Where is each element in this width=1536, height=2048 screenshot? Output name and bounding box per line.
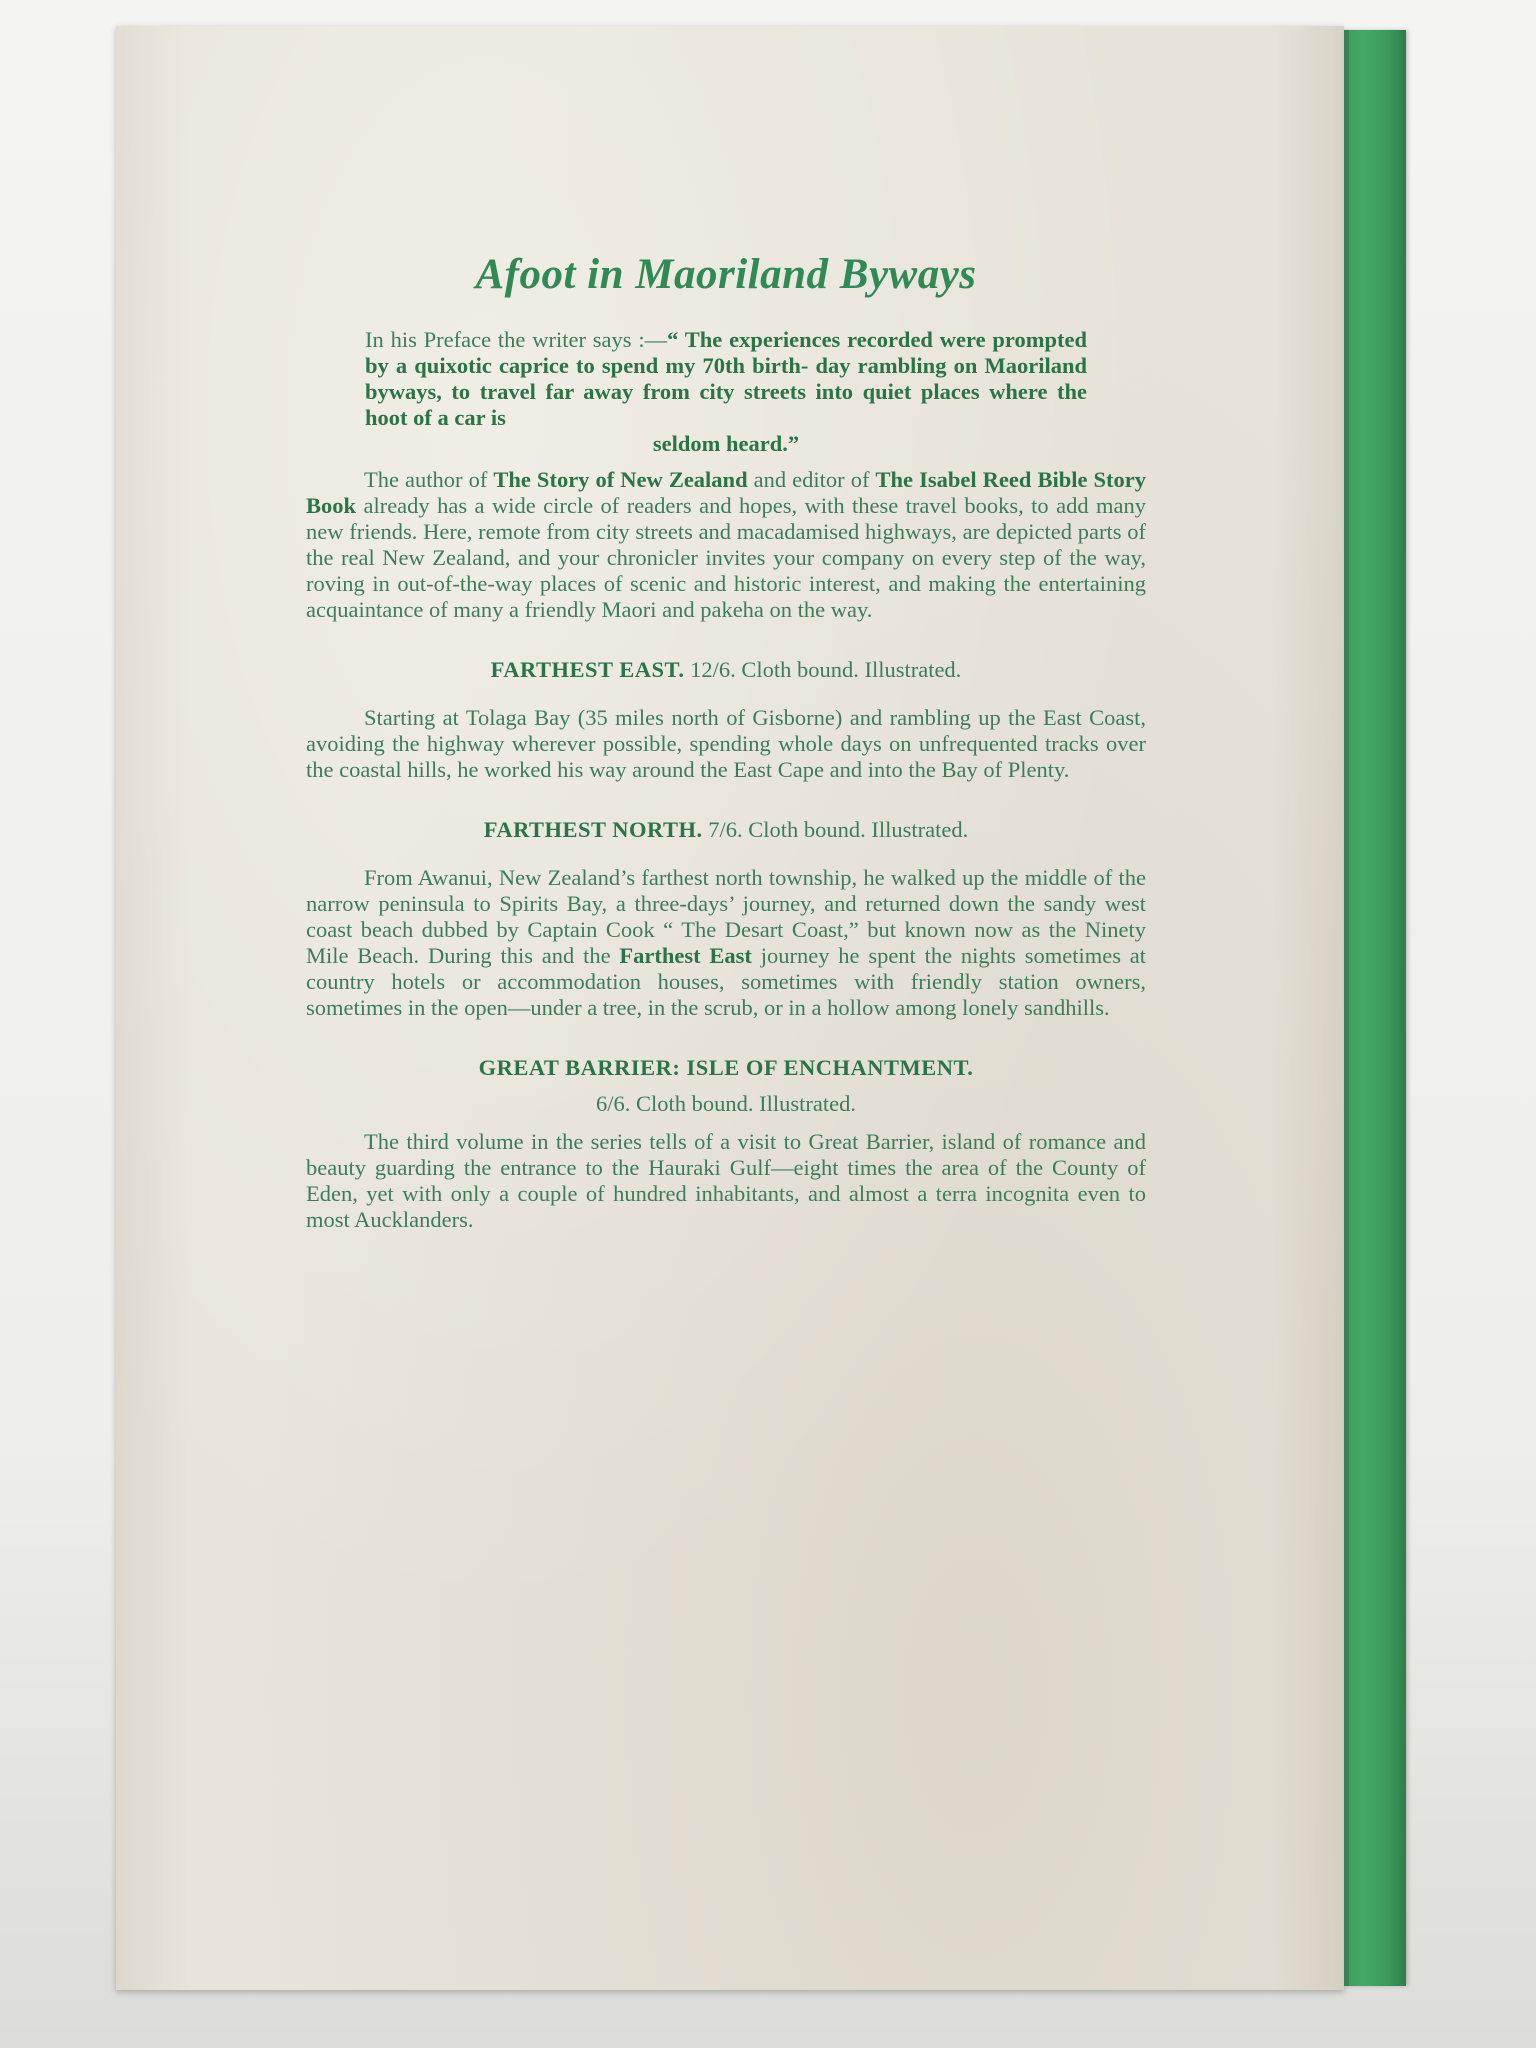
book-title-bible-story: The Isabel Reed Bible Story Book xyxy=(306,467,1147,518)
about-text-2: and editor of xyxy=(747,467,876,492)
spine-edge-shadow xyxy=(1344,30,1349,1986)
farthest-east-description: Starting at Tolaga Bay (35 miles north of Gisborne) and rambling up the East Coast, avoiding the highway wherever possible, spending whole days on unfrequented tracks over the coastal hills, he worked his way around the East Cape and into the Bay of Plenty. xyxy=(306,705,1146,782)
preface-quote xyxy=(365,327,1087,457)
about-text-3: already has a wide circle of readers and hopes, with these travel books, to add many new friends. Here, remote from city streets and macadamised highways, are depicted parts of the real New Zealand, and your chronicler invites your company on every step of the way, roving in out-of-the-way places of scenic and historic interest, and making the entertaining acquaintance of many a friendly Maori and pakeha on the way. xyxy=(306,493,1146,622)
green-spine xyxy=(1344,30,1406,1986)
cover-text-block xyxy=(306,250,1146,1233)
farthest-east-heading xyxy=(306,657,1146,683)
farthest-east-reference: Farthest East xyxy=(619,943,752,968)
farthest-north-text-a: From Awanui, New Zealand’s farthest north township, he walked up the middle of the narrow peninsula to Spirits Bay, a three-days’ journey, and returned down the sandy west coast beach dubbed by Captain Cook “ The Desart Coast,” but known now as the Ninety Mile Beach. During this and the xyxy=(306,865,1146,968)
about-author-paragraph xyxy=(306,467,1146,623)
preface-lead: In his Preface the writer says :— xyxy=(365,327,668,352)
book-series-title: Afoot in Maoriland Byways xyxy=(475,251,977,298)
farthest-east-details: 12/6. Cloth bound. Illustrated. xyxy=(684,657,962,682)
farthest-north-description xyxy=(306,865,1146,1021)
about-text-1: The author of xyxy=(364,467,494,492)
farthest-north-text-b: journey he spent the nights sometimes at country hotels or accommodation houses, sometimes with friendly station owners, sometimes in the open—under a tree, in the scrub, or in a hollow among lonely sandhills. xyxy=(306,943,1146,1020)
farthest-north-heading xyxy=(306,817,1146,843)
quote-line-2: were prompted by a quixotic caprice to spend my 70th birth- xyxy=(365,327,1088,378)
quote-line-1: “ The experiences recorded xyxy=(667,327,933,352)
farthest-north-title: FARTHEST NORTH. xyxy=(483,817,703,842)
farthest-north-details: 7/6. Cloth bound. Illustrated. xyxy=(702,817,969,842)
quote-last-line: seldom heard.” xyxy=(652,431,800,456)
great-barrier-details: 6/6. Cloth bound. Illustrated. xyxy=(596,1091,856,1116)
farthest-east-title: FARTHEST EAST. xyxy=(490,657,685,682)
quote-line-3: day rambling on Maoriland byways, to travel far away from xyxy=(365,353,1087,404)
quote-line-4: city streets into quiet places where the hoot of a car is xyxy=(365,379,1087,430)
book-title-story-of-nz: The Story of New Zealand xyxy=(493,467,748,492)
great-barrier-description: The third volume in the series tells of a visit to Great Barrier, island of romance and beauty guarding the entrance to the Hauraki Gulf—eight times the area of the County of Eden, yet with only a couple of hundred inhabitants, and almost a terra incognita even to most Aucklanders. xyxy=(306,1129,1146,1232)
great-barrier-title: GREAT BARRIER: ISLE OF ENCHANTMENT. xyxy=(478,1055,974,1080)
